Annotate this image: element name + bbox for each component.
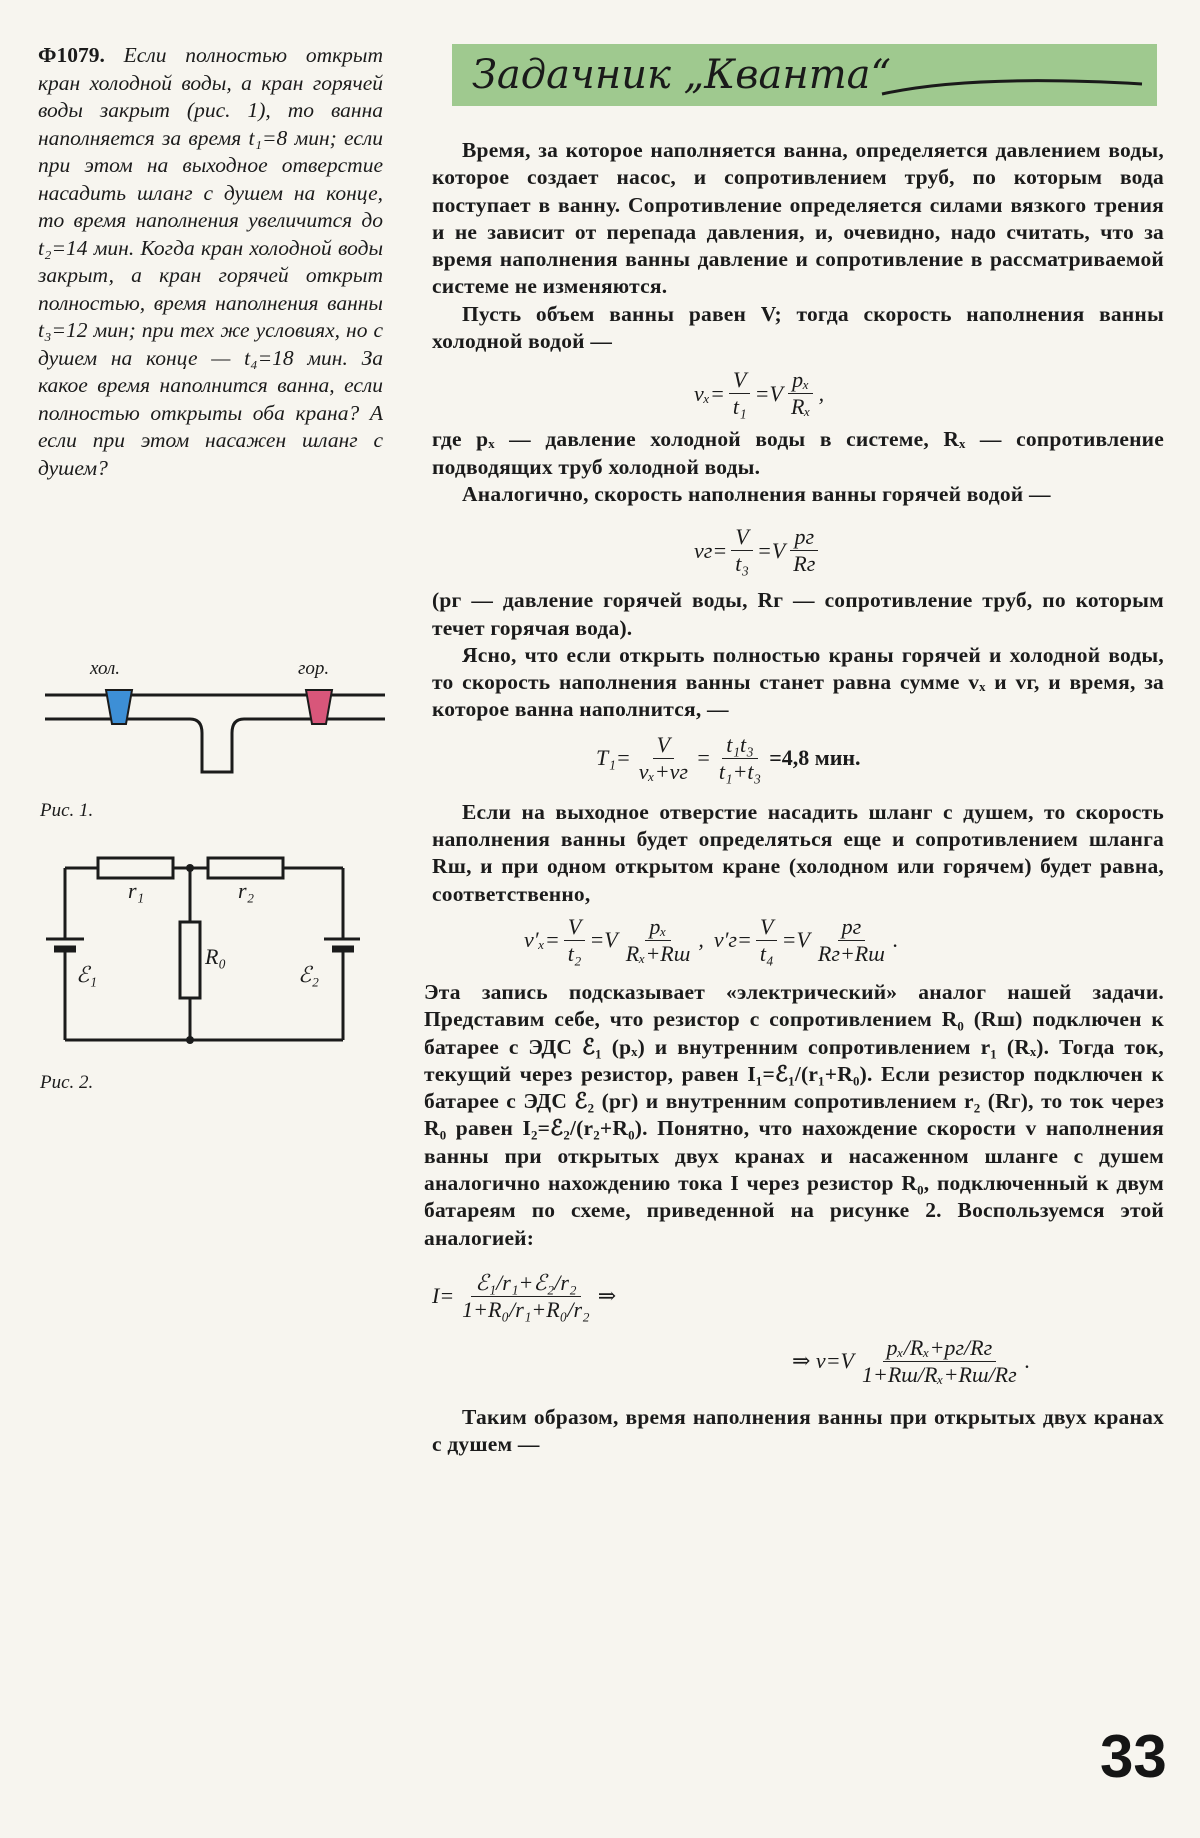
f4-b-mid: =V — [781, 927, 810, 953]
problem-statement — [38, 42, 383, 482]
f4-a-n1: V — [564, 914, 585, 941]
solution-paragraph-8: Эта запись подсказывает «электрический» аналог нашей задачи. Представим себе, что резистор с сопротивлением R₀ (Rш) подключен к батарее с ЭДС ℰ₁ (pₓ) и внутренним сопротивлением r₁ (Rₓ). Тогда ток, текущий через резистор, равен I₁=ℰ₁/(r₁+R₀). Если резистор подключен к батарее с ЭДС ℰ₂ (pг) и внутренним сопротивлением r₂ (Rг), то ток через R₀ равен I₂=ℰ₂/(r₂+R₀). Понятно, что нахождение скорости v наполнения ванны при открытых двух кранах и насаженном шланге с душем аналогично нахождению тока I через резистор R₀, подключенный к двум батареям по схеме, приведенной на рисунке 2. Воспользуемся этой аналогией: — [424, 979, 1164, 1250]
f4-a-frac2 — [622, 914, 695, 967]
f3-n1: V — [653, 732, 674, 759]
f4-a-frac1 — [564, 914, 586, 967]
fig1-label-cold: хол. — [90, 658, 121, 679]
f6-d: 1+Rш/Rₓ+Rш/Rг — [861, 1361, 1017, 1387]
solution-column — [424, 137, 1164, 1459]
circuit-diagram — [40, 850, 360, 1050]
f6-n: pₓ/Rₓ+pг/Rг — [883, 1335, 997, 1362]
f3-d2: t₁+t₃ — [718, 758, 762, 784]
formula-total-time — [596, 732, 1164, 785]
f2-frac2 — [789, 524, 819, 577]
f4-b-d2: Rг+Rш — [817, 940, 885, 966]
label-r2: r₂ — [238, 878, 255, 903]
label-E1: ℰ₁ — [76, 962, 97, 987]
section-banner — [452, 44, 1157, 106]
f1-n2: pₓ — [788, 367, 813, 394]
fig1-caption: Рис. 1. — [40, 800, 94, 821]
f1-frac1 — [729, 367, 751, 420]
solution-paragraph-3: где pₓ — давление холодной воды в системе, Rₓ — сопротивление подводящих труб холодной воды. — [432, 427, 1164, 479]
f4-sep: , — [698, 927, 704, 953]
f5-tail: ⇒ — [597, 1283, 617, 1309]
f4-b-n1: V — [756, 914, 777, 941]
f3-n2: t₁t₃ — [722, 732, 758, 759]
f4-a-lhs: v′ₓ= — [524, 927, 560, 953]
f4-a-mid: =V — [589, 927, 618, 953]
fig1-label-hot: гор. — [298, 658, 330, 679]
f2-n1: V — [731, 524, 752, 551]
label-R0: R₀ — [205, 944, 227, 969]
solution-paragraph-7: Если на выходное отверстие насадить шланг с душем, то скорость наполнения ванны будет определяться еще и сопротивлением шланга Rш, и при одном открытом кране (холодном или горячем) будет равна, соответственно, — [432, 799, 1164, 906]
banner-script — [452, 44, 1157, 106]
problem-column — [38, 42, 383, 482]
formula-speed-both — [792, 1335, 1164, 1388]
f5-n: ℰ₁/r₁+ℰ₂/r₂ — [471, 1270, 580, 1297]
f2-d2: Rг — [793, 551, 816, 577]
f3-lhs: T₁= — [596, 745, 631, 771]
f2-mid: =V — [756, 537, 786, 563]
f4-tail: . — [892, 927, 899, 953]
f3-mid: = — [695, 745, 711, 771]
f1-n1: V — [729, 367, 750, 394]
f4-a-n2: pₓ — [645, 914, 670, 941]
f1-tail: , — [818, 380, 825, 406]
formula-cold-speed — [694, 367, 1164, 420]
f2-frac1 — [731, 524, 753, 577]
page-number: 33 — [1100, 1723, 1167, 1790]
f2-d1: t₃ — [735, 551, 749, 577]
f5-d: 1+R₀/r₁+R₀/r₂ — [462, 1296, 590, 1322]
f4-b-d1: t₄ — [759, 940, 774, 966]
formula-current — [432, 1270, 1164, 1323]
f1-lhs: vₓ= — [694, 380, 725, 406]
f2-lhs: vг= — [694, 537, 728, 563]
f1-d2: Rₓ — [790, 394, 811, 420]
solution-paragraph-1: Время, за которое наполняется ванна, определяется давлением воды, которое создает насос, и сопротивлением труб, по которым вода поступает в ванну. Сопротивление определяется силами вязкого трения и не зависит от перепада давления, и, очевидно, надо считать, что за время наполнения ванны давление и сопротивление в рассматриваемой системе не изменяются. — [432, 138, 1164, 299]
f4-b-frac1 — [756, 914, 778, 967]
f5-lhs: I= — [432, 1283, 455, 1309]
f4-b-n2: pг — [838, 914, 866, 941]
formula-hot-speed — [694, 524, 1164, 577]
f4-a-d1: t₂ — [567, 940, 582, 966]
f3-frac1 — [635, 732, 692, 785]
formula-shower-speeds — [524, 914, 1164, 967]
f5-frac — [458, 1270, 594, 1323]
solution-paragraph-6: Ясно, что если открыть полностью краны горячей и холодной воды, то скорость наполнения ванны станет равна сумме vₓ и vг, и время, за которое ванна наполнится, — — [432, 642, 1164, 722]
f1-mid: =V — [754, 380, 783, 406]
f2-n2: pг — [790, 524, 818, 551]
solution-paragraph-4: Аналогично, скорость наполнения ванны горячей водой — — [462, 481, 1051, 506]
f3-tail: =4,8 мин. — [769, 745, 861, 771]
problem-text: Если полностью открыт кран холодной воды, а кран горячей воды закрыт (рис. 1), то ванна наполняется за время t₁=8 мин; если при этом на выходное отверстие насадить шланг с душем на конце, то время наполнения увеличится до t₂=14 мин. Когда кран холодной воды закрыт, а кран горячей открыт полностью, время наполнения ванны t₃=12 мин; при тех же условиях, но с душем на конце — t₄=18 мин. За какое время наполнится ванна, если полностью открыты оба крана? А если при этом насажен шланг с душем? — [38, 43, 384, 480]
fig2-caption: Рис. 2. — [40, 1072, 94, 1093]
f6-frac — [858, 1335, 1021, 1388]
label-r1: r₁ — [128, 878, 145, 903]
f1-frac2 — [787, 367, 815, 420]
f3-d1: vₓ+vг — [638, 758, 688, 784]
f4-b-lhs: v′г= — [713, 927, 752, 953]
f6-lhs: ⇒ v=V — [792, 1348, 854, 1374]
pipe-diagram — [40, 658, 390, 778]
f3-frac2 — [715, 732, 765, 785]
f6-tail: . — [1024, 1348, 1031, 1374]
label-E2: ℰ₂ — [298, 962, 319, 987]
solution-paragraph-9: Таким образом, время наполнения ванны при открытых двух кранах с душем — — [432, 1404, 1164, 1457]
solution-paragraph-5: (pг — давление горячей воды, Rг — сопротивление труб, по которым течет горячая вода). — [432, 588, 1164, 640]
f4-a-d2: Rₓ+Rш — [625, 940, 691, 966]
solution-paragraph-2: Пусть объем ванны равен V; тогда скорость наполнения ванны холодной водой — — [432, 301, 1164, 354]
f4-b-frac2 — [814, 914, 889, 967]
banner-title: Задачник „Кванта“ — [472, 52, 891, 98]
problem-number: Ф1079. — [38, 43, 105, 67]
f1-d1: t₁ — [732, 394, 747, 420]
figure-1 — [40, 658, 390, 778]
figure-2 — [40, 850, 360, 1050]
